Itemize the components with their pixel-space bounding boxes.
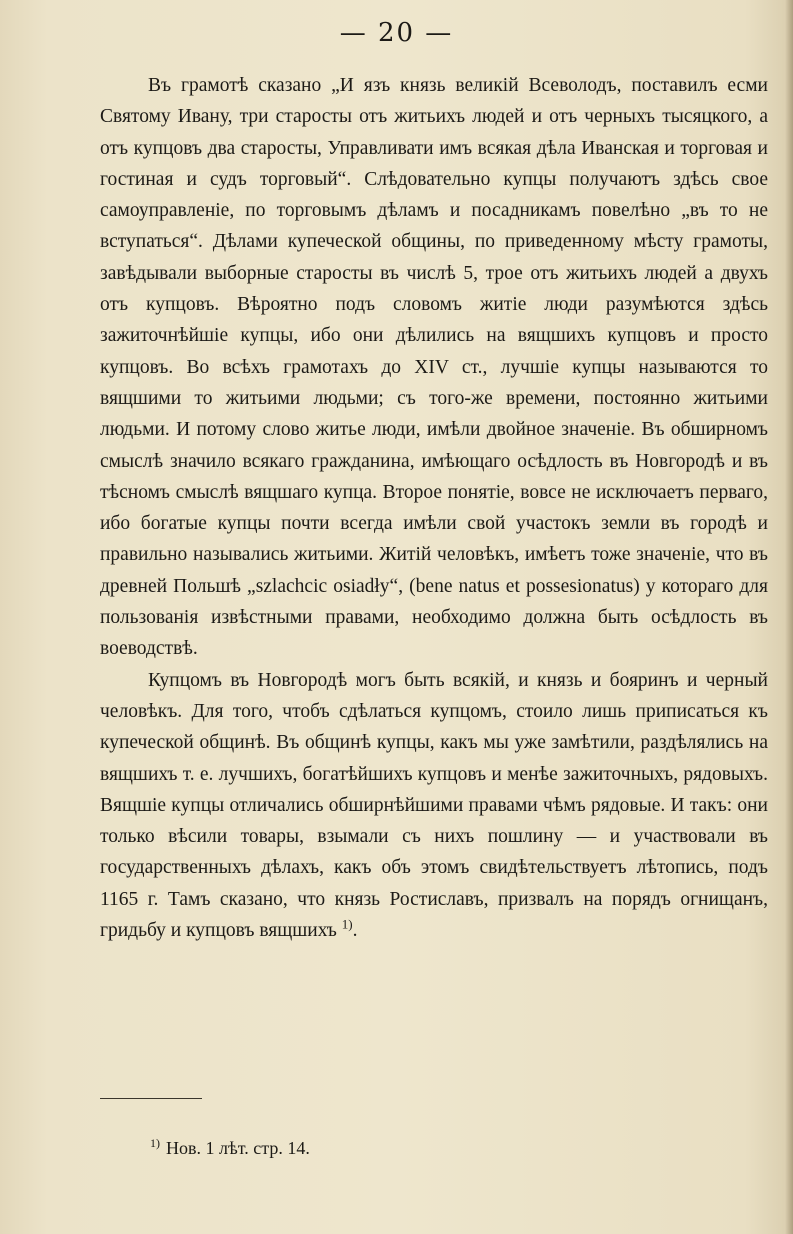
page-number: — 20 — — [339, 18, 454, 48]
body-text — [100, 70, 768, 946]
footnote-text: Нов. 1 лѣт. стр. 14. — [166, 1138, 310, 1158]
footnote — [150, 1136, 310, 1159]
footnote-separator — [100, 1098, 202, 1099]
footnote-reference: 1) — [341, 916, 353, 932]
paragraph-2-end: . — [352, 920, 358, 942]
paragraph-2-text: Купцомъ въ Новгородѣ могъ быть всякій, и князь и бояринъ и черный человѣкъ. Для того, чтобъ сдѣлаться купцомъ, стоило лишь приписаться къ купеческой общинѣ. Въ общинѣ купцы, какъ мы уже замѣтили, раздѣлялись на вящшихъ т. е. лучшихъ, богатѣйшихъ купцовъ и менѣе зажиточныхъ, рядовыхъ. Вящшіе купцы отличались обширнѣйшими правами чѣмъ рядовые. И такъ: они только вѣсили товары, взымали съ нихъ пошлину — и участвовали въ государственныхъ дѣлахъ, какъ объ этомъ свидѣтельствуетъ лѣтопись, подъ 1165 г. Тамъ сказано, что князь Ростиславъ, призвалъ на порядъ огнищанъ, гридьбу и купцовъ вящшихъ — [100, 669, 768, 942]
page-edge-shadow — [785, 0, 793, 1234]
paragraph-2 — [100, 665, 768, 947]
paragraph-1: Въ грамотѣ сказано „И язъ князь великій Всеволодъ, поставилъ есми Святому Ивану, три старосты отъ житьихъ людей и отъ черныхъ тысяцкого, а отъ купцовъ два старосты, Управливати имъ всякая дѣла Иванская и торговая и гостиная и судъ торговый“. Слѣдовательно купцы получаютъ здѣсь свое самоуправленіе, по торговымъ дѣламъ и посадникамъ повелѣно „въ то не вступаться“. Дѣлами купеческой общины, по приведенному мѣсту грамоты, завѣдывали выборные старосты въ числѣ 5, трое отъ житьихъ людей а двухъ отъ купцовъ. Вѣроятно подъ словомъ житіе люди разумѣются здѣсь зажиточнѣйшіе купцы, ибо они дѣлились на вящшихъ купцовъ и просто купцовъ. Во всѣхъ грамотахъ до XIV ст., лучшіе купцы называются то вящшими то житьими людьми; съ того-же времени, постоянно житьими людьми. И потому слово житье люди, имѣли двойное значеніе. Въ обширномъ смыслѣ значило всякаго гражданина, имѣющаго осѣдлость въ Новгородѣ и въ тѣсномъ смыслѣ вящшаго купца. Второе понятіе, вовсе не исключаетъ перваго, ибо богатые купцы почти всегда имѣли свой участокъ земли въ городѣ и правильно назывались житьими. Житій человѣкъ, имѣетъ тоже значеніе, что въ древней Польшѣ „szlachcic osiadły“, (bene natus et possesionatus) у котораго для пользованія извѣстными правами, необходимо должна быть осѣдлость въ воеводствѣ. — [100, 75, 768, 660]
footnote-mark: 1) — [150, 1136, 160, 1150]
